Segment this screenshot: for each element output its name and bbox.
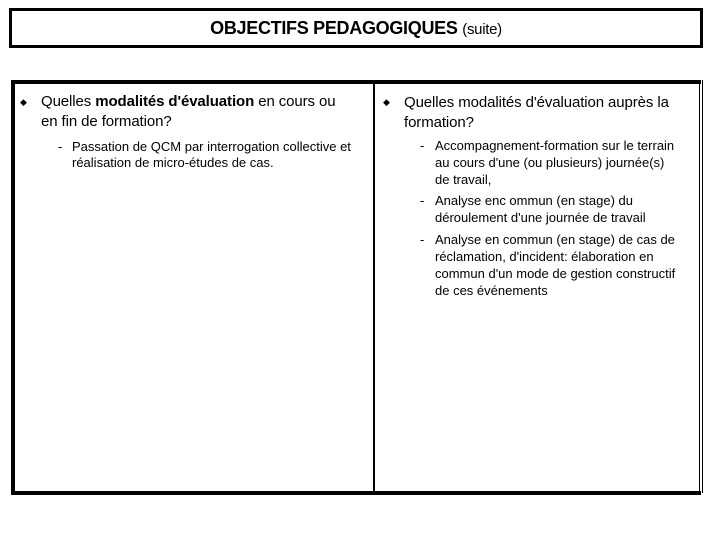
- list-item-line: Passation de QCM par interrogation collective et: [72, 139, 351, 154]
- left-question-line2: en fin de formation?: [41, 113, 172, 130]
- list-item-line: Analyse en commun (en stage) de cas de: [435, 232, 675, 247]
- list-dash: -: [58, 139, 63, 154]
- bullet-icon: ◆: [383, 97, 390, 107]
- list-item-line: au cours d'une (ou plusieurs) journée(s): [435, 155, 665, 170]
- list-item-line: de travail,: [435, 172, 492, 187]
- column-divider: [373, 80, 375, 491]
- q-post: en cours ou: [254, 93, 336, 110]
- list-item-line: commun d'un mode de gestion constructif: [435, 266, 676, 281]
- list-dash: -: [420, 232, 425, 247]
- left-question: [41, 93, 336, 110]
- list-item-line: réclamation, d'incident: élaboration en: [435, 249, 654, 264]
- list-dash: -: [420, 138, 425, 153]
- page-title: [210, 18, 502, 39]
- q-pre: Quelles: [41, 93, 96, 110]
- q-bold: modalités d'évaluation: [95, 93, 255, 110]
- right-question: Quelles modalités d'évaluation auprès la: [404, 94, 669, 111]
- bullet-icon: ◆: [20, 97, 27, 107]
- title-box: [9, 8, 703, 48]
- list-item-line: Analyse enc ommun (en stage) du: [435, 193, 633, 208]
- title-main: OBJECTIFS PEDAGOGIQUES: [210, 18, 458, 38]
- list-item-line: réalisation de micro-études de cas.: [72, 155, 274, 170]
- list-item-line: Accompagnement-formation sur le terrain: [435, 138, 675, 153]
- right-question-line2: formation?: [404, 114, 474, 131]
- title-suffix: (suite): [462, 21, 502, 38]
- table-right-border: [699, 80, 703, 493]
- list-item-line: déroulement d'une journée de travail: [435, 210, 646, 225]
- list-dash: -: [420, 193, 425, 208]
- list-item-line: de ces événements: [435, 283, 548, 298]
